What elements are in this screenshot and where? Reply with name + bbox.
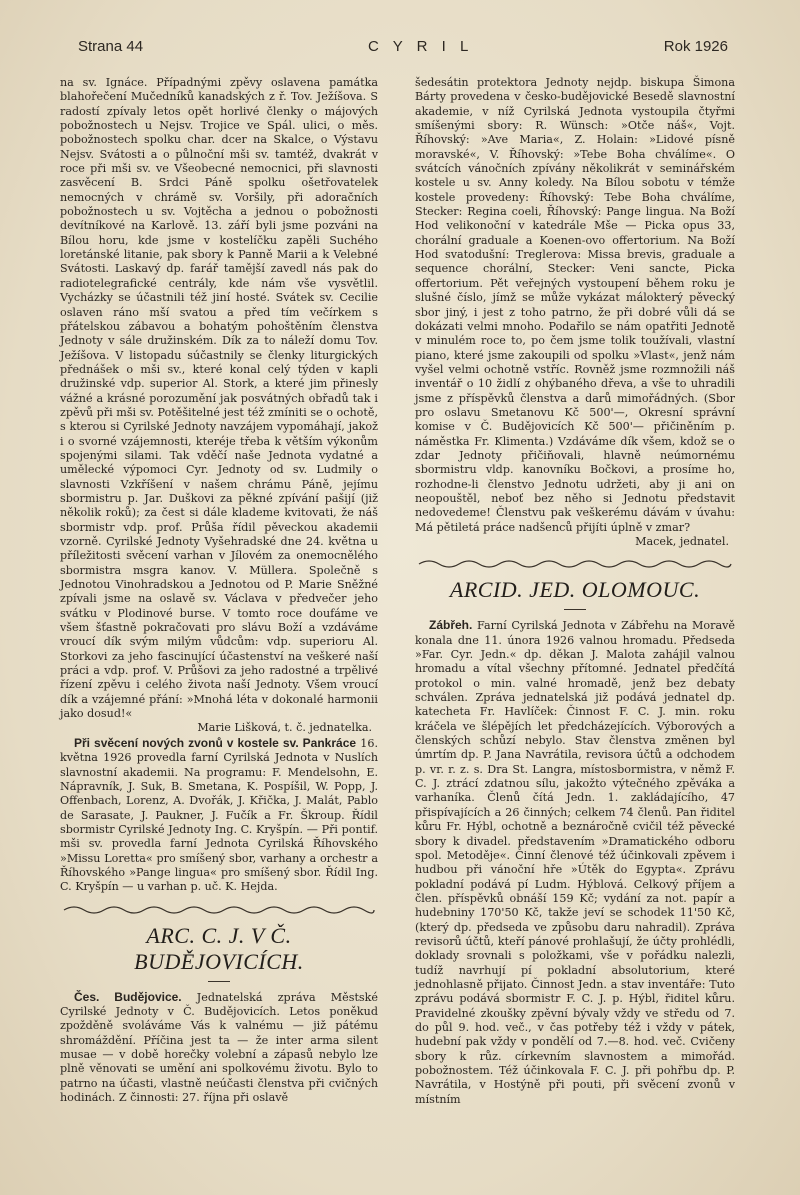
journal-title: C Y R I L bbox=[368, 38, 474, 55]
signature-macek: Macek, jednatel. bbox=[635, 535, 729, 548]
year-label: Rok 1926 bbox=[663, 38, 728, 55]
short-rule bbox=[208, 981, 230, 982]
right-column bbox=[415, 76, 735, 1107]
budejovice-text: Jednatelská zpráva Městské Cyrilské Jednoty v Č. Budějovicích. Letos poněkud zpožděně svoláváme Vás k valnému — již pátému shromáždění. Příčina jest ta — že inter arma silent musae — v době horečky volební a zápasů nebylo lze plně věnovati se umění ani spolkovému životu. Bylo to patrno na účasti, vlastně neúčasti členstva při cvičných hodinách. Z činnosti: 27. října při oslavě bbox=[60, 990, 378, 1104]
bells-lead: Při svěcení nových zvonů v kostele sv. Pankráce bbox=[74, 735, 357, 750]
ornamental-divider bbox=[60, 903, 378, 917]
budejovice-paragraph bbox=[60, 990, 378, 1106]
budejovice-continued-text: šedesátin protektora Jednoty nejdp. biskupa Šimona Bárty provedena v česko-budějovické Besedě slavnostní akademie, v níž Cyrilská Jednota vystoupila čtyřmi smíšenými sbory: R. Wünsch: »Otče náš«, Vojt. Říhovský: »Ave Maria«, Z. Holain: »Lidové písně moravské«, V. Říhovský: »Tebe Boha chválíme«. O svátcích vánočních zpívány několikrát v seminářském kostele u sv. Anny koledy. Na Bílou sobotu v témže kostele provedeny: Říhovský: Tebe Boha chválíme, Stecker: Regina coeli, Říhovský: Pange lingua. Na Boží Hod velikonoční v katedrále Mše — Picka opus 33, chorální graduale a Koenen-ovo offertorium. Na Boží Hod svatodušní: Treglerova: Missa brevis, graduale a sequence chorální, Stecker: Veni sancte, Picka offertorium. Pět veřejných vystoupení během roku je slušné číslo, jímž se může vykázat málokterý pěvecký sbor jiný, i jest z toho patrno, že při dobré vůli dá se dokázati velmi mnoho. Podařilo se nám opatřiti Jednotě v minulém roce to, po čem jsme tolik toužívali, vlastní piano, které jsme zakoupili od spolku »Vlast«, jenž nám vyšel velmi ochotně vstříc. Rovněž jsme rozmnožili náš inventář o 10 židlí z ohýbaného dřeva, a vše to uhradili jsme z příspěvků členstva a darů mimořádných. (Sbor pro oslavu Smetanovu Kč 500'—, Okresní správní komise v Č. Budějovicích Kč 500'— přičiněním p. náměstka Fr. Klimenta.) Vzdáváme dík všem, kdož se o zdar Jednoty přičiňovali, hlavně neúmornému sbormistru vldp. kanovníku Bočkovi, a prosíme ho, rozhodne-li členstvo Jednotu udržeti, aby ji ani on neopouštěl, neboť bez něho si Jednotu představit nedovedeme! Členstvu pak veškerému dávám v úvahu: Má pětiletá práce nadšenců přijíti úplně v zmar? bbox=[415, 76, 735, 534]
ornamental-divider bbox=[415, 557, 735, 571]
section-title-olomouc: ARCID. JED. OLOMOUC. bbox=[449, 577, 701, 603]
budejovice-lead: Čes. Budějovice. bbox=[74, 989, 182, 1004]
signature-liskova: Marie Lišková, t. č. jednatelka. bbox=[197, 721, 372, 735]
report-prague-text: na sv. Ignáce. Případnými zpěvy oslavena památka blahořečení Mučedníků kanadských z ř. Tov. Ježíšova. S radostí zpívaly letos opět horlivé členky o májových pobožnostech u Nejsv. Trojice ve Spál. ulici, o měs. pobožnostech spolku char. dcer na Skalce, o Výstavu Nejsv. Svátosti a o půlnoční mši sv. tamtéž, dvakrát v roce při mši sv. ve Všeobecné nemocnici, při slavnosti zasvěcení B. Srdci Páně spolku ošetřovatelek nemocných v chrámě sv. Voršily, při adoračních pobožnostech u sv. Vojtěcha a jednou o pobožnosti devítníkové na Karlově. 13. září byli jsme pozváni na Bílou horu, kde jsme v kostelíčku zapěli Suchého loretánské litanie, pak sbory k Panně Marii a k Velebné Svátosti. Laskavý dp. farář tamější zavedl nás pak do radiotelegrafické centrály, kde nám vše vysvětlil. Vycházky se účastnili též jiní hosté. Svátek sv. Cecilie oslaven ráno mší svatou a před tím večírkem s přátelskou zábavou a bohatým pohoštěním členstva Jednoty v sále družinském. Dík za to náleží domu Tov. Ježíšova. V listopadu súčastnily se členky liturgických přednášek o mši sv., které konal celý týden v kapli družinské vdp. superior Al. Stork, a které jim přinesly vážné a krásné porozumění jak posvátných obřadů tak i zpěvů při mši sv. Potěšitelné jest též zmíniti se o ochotě, s kterou si Cyrilské Jednoty navzájem vypomáhají, jakož i o svorné vzájemnosti, kteréje třeba k větším výkonům spojenými silami. Tak vděčí naše Jednota vydatné a umělecké výpomoci Cyr. Jednoty od sv. Ludmily o slavnosti Vzkříšení v našem chrámu Páně, jejímu sbormistru p. Jar. Duškovi za pěkné zpívání pašijí (již několik roků); za čest si dále klademe kvitovati, že náš sbormistr vdp. prof. Průša řídil pěveckou akademii vzorně. Cyrilské Jednoty Vyšehradské dne 24. května u příležitosti svěcení varhan v Jílovém za onemocnělého sbormistra msgra kanov. V. Müllera. Společně s Jednotou Vinohradskou a Jednotou od P. Marie Sněžné zpívali jsme na oslavě sv. Václava v předvečer jeho svátku v Plodinové burse. V tomto roce doufáme ve všem šťastně pokračovati pro slávu Boží a vzdáváme vroucí dík svým milým vůdcům: vdp. superioru Al. Storkovi za jeho fascinující účastenství na veškeré naší práci a vdp. prof. V. Průšovi za jeho radostné a trpělivé řízení zpěvu i celého života naší Jednoty. Všem vroucí dík a vzájemné přání: »Mnohá léta v dokonalé harmonii jako dosud!« bbox=[60, 76, 378, 721]
short-rule bbox=[564, 609, 586, 610]
zabreh-lead: Zábřeh. bbox=[429, 618, 473, 633]
page-header bbox=[78, 38, 728, 62]
section-title-budejovice: ARC. C. J. V Č. BUDĚJOVICÍCH. bbox=[134, 922, 304, 974]
bells-paragraph bbox=[60, 736, 378, 895]
zabreh-text: Farní Cyrilská Jednota v Zábřehu na Moravě konala dne 11. února 1926 valnou hromadu. Předseda »Far. Cyr. Jedn.« dp. děkan J. Malota zahájil valnou hromadu a vítal všechny přítomné. Jednatel předčítá protokol o min. valné hromadě, jenž bez debaty schválen. Zpráva jednatelská již podává jednatel dp. katecheta Fr. Havlíček: Činnost F. C. J. min. roku kráčela ve šlépějích let předcházejících. Výborových a členských schůzí nebylo. Stav členstva změnen byl úmrtím dp. P. Jana Navrátila, revisora účtů a odchodem p. vr. r. z. s. Dra St. Langra, místosbormistra, v němž F. C. J. ztrácí zdatnou sílu, jakožto výtečného zpěváka a varhaníka. Členů čítá Jedn. 1. zakládajícího, 47 přispívajících a 26 činných; celkem 74 členů. Pan řiditel kůru Fr. Hýbl, ochotně a beznáročně cvičil též pěvecké sbory k divadel. představením »Dramatického odboru spol. Metoděje«. Činní členové též účinkovali zpěvem i hudbou při vánoční hře »Útěk do Egypta«. Zprávu pokladní podává pí Ludm. Hýblová. Celkový příjem a člen. příspěvků obnáší 159 Kč; vydání za not. papír a hudebniny 170'50 Kč, takže jeví se schodek 11'50 Kč, (který dp. předseda ve způsobu daru nahradil). Zpráva revisorů účtů, kteří pánové prohlašují, že účty prohlédli, doklady srovnali s položkami, vše v pořádku nalezli, tudíž navrhují pí pokladní absolutorium, které jednohlasně přijato. Činnost Jedn. a stav inventáře: Tuto zprávu podává sbormistr F. C. J. p. Hýbl, řiditel kůru. Pravidelné zkoušky zpěvní bývaly vždy ve středu od 7. do půl 9. hod. več., v čas potřeby též i vždy v pátek, hudební pak vždy v pondělí od 7.—8. hod. več. Cvičeny sbory k růz. církevním slavnostem a mimořád. pobožnostem. Též účinkovala F. C. J. při pohřbu dp. P. Navrátila, v Hostýně při pouti, při svěcení zvonů v místním bbox=[415, 619, 735, 1106]
left-column bbox=[60, 76, 378, 1105]
zabreh-paragraph bbox=[415, 618, 735, 1107]
bells-text: 16. května 1926 provedla farní Cyrilská Jednota v Nuslích slavnostní akademii. Na programu: F. Mendelsohn, E. Nápravník, J. Suk, B. Smetana, K. Pospíšil, W. Popp, J. Offenbach, Lorenz, A. Dvořák, J. Křička, J. Malát, Pablo de Sarasate, J. Paukner, J. Fučík a Fr. Škroup. Řídil sbormistr Cyrilské Jednoty Ing. C. Kryšpín. — Při pontif. mši sv. provedla farní Jednota Cyrilská Říhovského »Missu Loretta« pro smíšený sbor, varhany a orchestr a Říhovského »Pange lingua« pro smíšený sbor. Řídil Ing. C. Kryšpín — u varhan p. uč. K. Hejda. bbox=[60, 736, 378, 894]
page-number: Strana 44 bbox=[78, 38, 144, 55]
